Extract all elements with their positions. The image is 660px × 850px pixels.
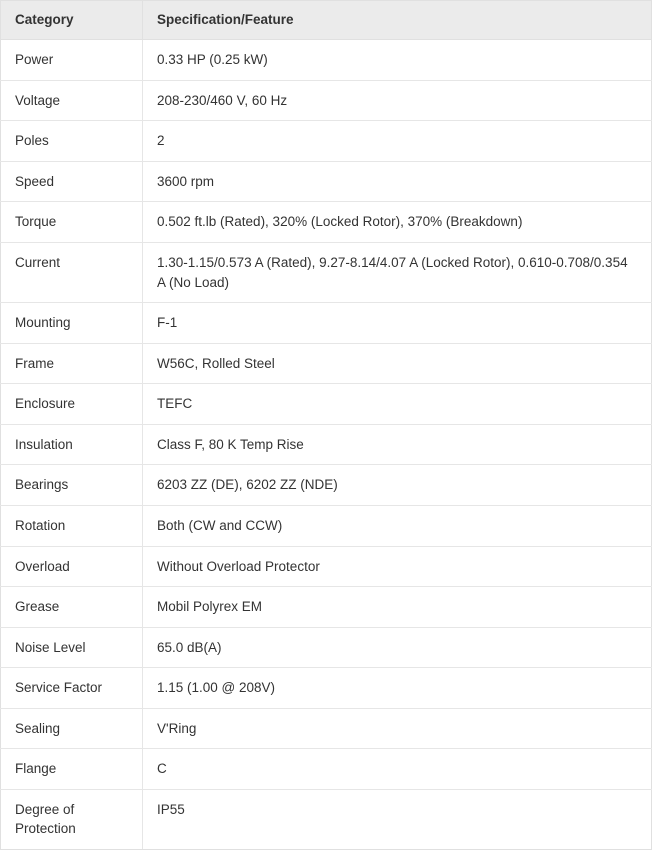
cell-specification: W56C, Rolled Steel — [143, 343, 652, 384]
table-row — [1, 749, 652, 790]
cell-specification: 6203 ZZ (DE), 6202 ZZ (NDE) — [143, 465, 652, 506]
cell-category: Poles — [1, 121, 143, 162]
table-row — [1, 343, 652, 384]
table-row — [1, 40, 652, 81]
cell-specification: Without Overload Protector — [143, 546, 652, 587]
cell-specification: V'Ring — [143, 708, 652, 749]
cell-category: Flange — [1, 749, 143, 790]
cell-specification: 65.0 dB(A) — [143, 627, 652, 668]
cell-specification: F-1 — [143, 303, 652, 344]
table-row — [1, 202, 652, 243]
cell-specification: 1.15 (1.00 @ 208V) — [143, 668, 652, 709]
cell-specification: 3600 rpm — [143, 161, 652, 202]
cell-specification: 0.33 HP (0.25 kW) — [143, 40, 652, 81]
cell-category: Rotation — [1, 505, 143, 546]
cell-specification: Both (CW and CCW) — [143, 505, 652, 546]
table-row — [1, 303, 652, 344]
cell-specification: 208-230/460 V, 60 Hz — [143, 80, 652, 121]
column-header-specification: Specification/Feature — [143, 1, 652, 40]
cell-category: Enclosure — [1, 384, 143, 425]
table-header-row — [1, 1, 652, 40]
cell-specification: Class F, 80 K Temp Rise — [143, 424, 652, 465]
cell-category: Power — [1, 40, 143, 81]
table-row — [1, 384, 652, 425]
cell-category: Overload — [1, 546, 143, 587]
table-row — [1, 243, 652, 303]
cell-category: Mounting — [1, 303, 143, 344]
table-row — [1, 789, 652, 849]
cell-specification: 1.30-1.15/0.573 A (Rated), 9.27-8.14/4.07 A (Locked Rotor), 0.610-0.708/0.354 A (No Load) — [143, 243, 652, 303]
cell-category: Service Factor — [1, 668, 143, 709]
cell-category: Frame — [1, 343, 143, 384]
cell-specification: TEFC — [143, 384, 652, 425]
table-body — [1, 40, 652, 850]
cell-category: Insulation — [1, 424, 143, 465]
table-row — [1, 505, 652, 546]
cell-category: Sealing — [1, 708, 143, 749]
table-row — [1, 587, 652, 628]
table-row — [1, 708, 652, 749]
table-row — [1, 546, 652, 587]
cell-category: Grease — [1, 587, 143, 628]
table-row — [1, 121, 652, 162]
cell-category: Torque — [1, 202, 143, 243]
table-row — [1, 668, 652, 709]
table-row — [1, 424, 652, 465]
cell-specification: C — [143, 749, 652, 790]
cell-specification: Mobil Polyrex EM — [143, 587, 652, 628]
cell-category: Degree of Protection — [1, 789, 143, 849]
cell-category: Bearings — [1, 465, 143, 506]
cell-specification: 0.502 ft.lb (Rated), 320% (Locked Rotor), 370% (Breakdown) — [143, 202, 652, 243]
table-row — [1, 161, 652, 202]
table-row — [1, 465, 652, 506]
cell-specification: IP55 — [143, 789, 652, 849]
cell-category: Speed — [1, 161, 143, 202]
table-row — [1, 627, 652, 668]
table-header — [1, 1, 652, 40]
cell-specification: 2 — [143, 121, 652, 162]
table-row — [1, 80, 652, 121]
cell-category: Voltage — [1, 80, 143, 121]
column-header-category: Category — [1, 1, 143, 40]
cell-category: Noise Level — [1, 627, 143, 668]
cell-category: Current — [1, 243, 143, 303]
